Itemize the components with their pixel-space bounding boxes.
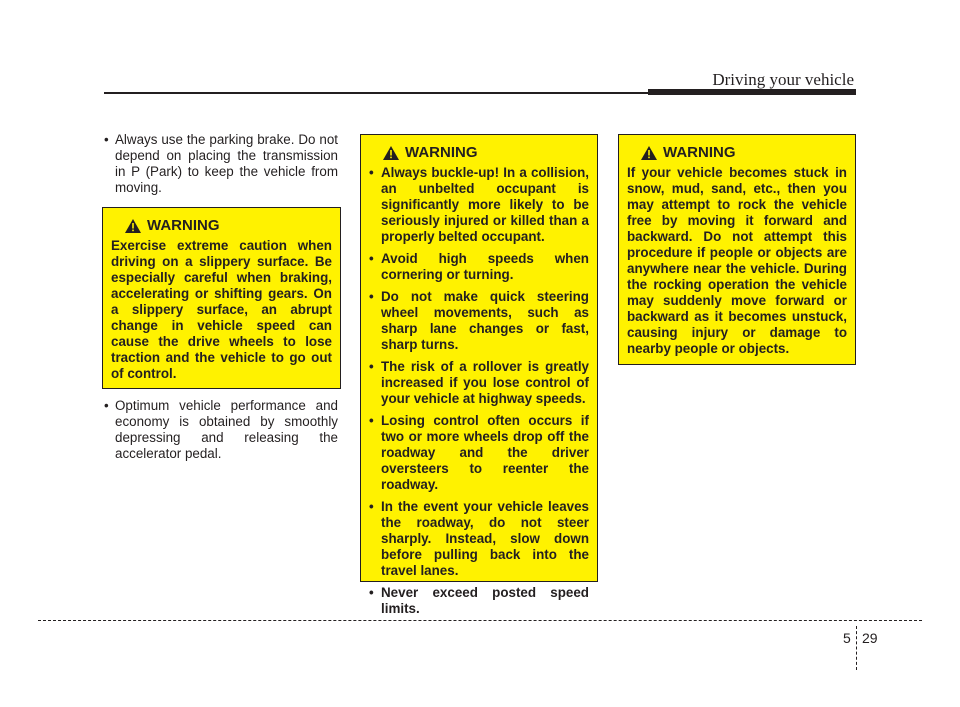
warning-header xyxy=(111,218,332,234)
header-bar xyxy=(648,89,856,95)
warning-triangle-icon xyxy=(641,146,657,160)
warning-body: If your vehicle becomes stuck in snow, mud, sand, etc., then you may attempt to rock the vehicle free by moving it forward and backward. Do not attempt this procedure if people or objects are anywhere near the vehicle. During the rocking operation the vehicle may suddenly move forward or backward as it becomes unstuck, causing injury or damage to nearby people or objects. xyxy=(627,165,847,356)
warning-triangle-icon xyxy=(125,219,141,233)
page-number-divider xyxy=(856,626,857,670)
warning-box-slippery xyxy=(102,207,341,389)
warning-body: Exercise extreme caution when driving on a slippery surface. Be especially careful when braking, accelerating or shifting gears. On a slippery surface, an abrupt change in vehicle speed can cause the drive wheels to lose traction and the vehicle to go out of control. xyxy=(111,238,332,381)
list-item: • In the event your vehicle leaves the roadway, do not steer sharply. Instead, slow down before pulling back into the travel lanes. xyxy=(369,499,589,579)
page-number: 29 xyxy=(862,630,878,646)
bullet-accelerator: • Optimum vehicle performance and economy is obtained by smoothly depressing and releasing the accelerator pedal. xyxy=(104,398,338,462)
left-text-bottom xyxy=(104,398,338,462)
warning-title: WARNING xyxy=(147,217,220,234)
list-item: • Always buckle-up! In a collision, an unbelted occupant is significantly more likely to be seriously injured or killed than a properly belted occupant. xyxy=(369,165,589,245)
warning-title: WARNING xyxy=(405,144,478,161)
chapter-number: 5 xyxy=(843,630,851,646)
bullet-parking-brake: • Always use the parking brake. Do not depend on placing the transmission in P (Park) to keep the vehicle from moving. xyxy=(104,132,338,196)
list-item: • The risk of a rollover is greatly increased if you lose control of your vehicle at highway speeds. xyxy=(369,359,589,407)
warning-box-stuck xyxy=(618,134,856,365)
list-item: • Do not make quick steering wheel movements, such as sharp lane changes or fast, sharp turns. xyxy=(369,289,589,353)
list-item: • Never exceed posted speed limits. xyxy=(369,585,589,617)
warning-header xyxy=(627,145,847,161)
left-text-top xyxy=(104,132,338,196)
list-item: • Avoid high speeds when cornering or turning. xyxy=(369,251,589,283)
footer-divider xyxy=(38,620,922,621)
warning-box-safety xyxy=(360,134,598,616)
list-item: • Losing control often occurs if two or more wheels drop off the roadway and the driver oversteers to reenter the roadway. xyxy=(369,413,589,493)
header-title: Driving your vehicle xyxy=(712,70,854,89)
warning-list xyxy=(369,165,589,617)
warning-triangle-icon xyxy=(383,146,399,160)
warning-header xyxy=(369,145,589,161)
warning-title: WARNING xyxy=(663,144,736,161)
